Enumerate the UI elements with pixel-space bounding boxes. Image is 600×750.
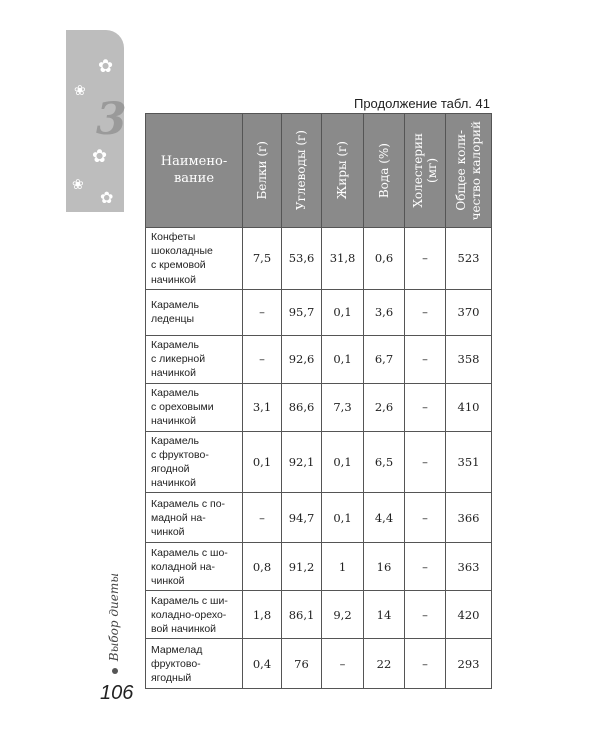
flower-ornament-icon: ✿ bbox=[100, 188, 114, 207]
fat-value: – bbox=[322, 639, 364, 689]
calories-value: 410 bbox=[446, 383, 492, 431]
carbs-value: 92,1 bbox=[282, 431, 322, 493]
calories-value: 358 bbox=[446, 335, 492, 383]
calories-value: 351 bbox=[446, 431, 492, 493]
cholesterol-value: – bbox=[405, 493, 446, 543]
water-value: 0,6 bbox=[364, 228, 405, 290]
header-name bbox=[146, 114, 243, 228]
flower-ornament-icon: ✿ bbox=[98, 56, 114, 77]
calories-value: 293 bbox=[446, 639, 492, 689]
carbs-value: 92,6 bbox=[282, 335, 322, 383]
table-row bbox=[146, 383, 492, 431]
header-water bbox=[364, 114, 405, 228]
fat-value: 0,1 bbox=[322, 335, 364, 383]
header-calories-line2: чество калорий bbox=[468, 120, 483, 221]
fat-value: 0,1 bbox=[322, 289, 364, 335]
carbs-value: 76 bbox=[282, 639, 322, 689]
protein-value: – bbox=[243, 289, 282, 335]
protein-value: 0,1 bbox=[243, 431, 282, 493]
side-caption-text: Выбор диеты bbox=[107, 572, 121, 662]
table-row bbox=[146, 591, 492, 639]
protein-value: 3,1 bbox=[243, 383, 282, 431]
table-row bbox=[146, 493, 492, 543]
water-value: 6,7 bbox=[364, 335, 405, 383]
header-protein-label: Белки (г) bbox=[254, 141, 269, 200]
fat-value: 31,8 bbox=[322, 228, 364, 290]
product-name: Мармелад фруктово- ягодный bbox=[146, 639, 243, 689]
protein-value: 7,5 bbox=[243, 228, 282, 290]
continuation-label: Продолжение табл. 41 bbox=[353, 96, 490, 111]
protein-value: 1,8 bbox=[243, 591, 282, 639]
product-name: Карамель с по- мадной на- чинкой bbox=[146, 493, 243, 543]
header-calories bbox=[446, 114, 492, 228]
side-caption bbox=[102, 572, 126, 662]
fat-value: 9,2 bbox=[322, 591, 364, 639]
product-name: Карамель с фруктово- ягодной начинкой bbox=[146, 431, 243, 493]
water-value: 16 bbox=[364, 543, 405, 591]
flower-ornament-icon: ❀ bbox=[72, 177, 84, 193]
calories-value: 366 bbox=[446, 493, 492, 543]
cholesterol-value: – bbox=[405, 431, 446, 493]
header-carbs-label: Углеводы (г) bbox=[294, 130, 309, 211]
header-calories-line1: Общее коли- bbox=[454, 130, 469, 211]
cholesterol-value: – bbox=[405, 335, 446, 383]
product-name: Конфеты шоколадные с кремовой начинкой bbox=[146, 228, 243, 290]
water-value: 14 bbox=[364, 591, 405, 639]
calories-value: 370 bbox=[446, 289, 492, 335]
cholesterol-value: – bbox=[405, 289, 446, 335]
product-name: Карамель с ореховыми начинкой bbox=[146, 383, 243, 431]
protein-value: – bbox=[243, 493, 282, 543]
table-row bbox=[146, 543, 492, 591]
water-value: 3,6 bbox=[364, 289, 405, 335]
calories-value: 420 bbox=[446, 591, 492, 639]
carbs-value: 53,6 bbox=[282, 228, 322, 290]
header-fat-label: Жиры (г) bbox=[335, 141, 350, 200]
product-name: Карамель с ши- коладно-орехо- вой начинкой bbox=[146, 591, 243, 639]
cholesterol-value: – bbox=[405, 639, 446, 689]
header-cholesterol-unit: (мг) bbox=[425, 158, 439, 183]
carbs-value: 94,7 bbox=[282, 493, 322, 543]
header-carbs bbox=[282, 114, 322, 228]
table-row bbox=[146, 228, 492, 290]
table-row bbox=[146, 289, 492, 335]
protein-value: – bbox=[243, 335, 282, 383]
cholesterol-value: – bbox=[405, 543, 446, 591]
water-value: 6,5 bbox=[364, 431, 405, 493]
product-name: Карамель с шо- коладной на- чинкой bbox=[146, 543, 243, 591]
header-cholesterol-label: Холестерин bbox=[410, 133, 425, 208]
chapter-number: 3 bbox=[96, 94, 127, 145]
carbs-value: 86,1 bbox=[282, 591, 322, 639]
product-name: Карамель с ликерной начинкой bbox=[146, 335, 243, 383]
carbs-value: 95,7 bbox=[282, 289, 322, 335]
water-value: 2,6 bbox=[364, 383, 405, 431]
water-value: 4,4 bbox=[364, 493, 405, 543]
water-value: 22 bbox=[364, 639, 405, 689]
protein-value: 0,8 bbox=[243, 543, 282, 591]
fat-value: 1 bbox=[322, 543, 364, 591]
cholesterol-value: – bbox=[405, 228, 446, 290]
table-row bbox=[146, 335, 492, 383]
cholesterol-value: – bbox=[405, 591, 446, 639]
cholesterol-value: – bbox=[405, 383, 446, 431]
carbs-value: 91,2 bbox=[282, 543, 322, 591]
header-water-label: Вода (%) bbox=[376, 142, 391, 199]
page-number: 106 bbox=[100, 682, 134, 704]
fat-value: 7,3 bbox=[322, 383, 364, 431]
flower-ornament-icon: ❀ bbox=[74, 83, 86, 99]
table-header-row bbox=[146, 114, 492, 228]
calories-value: 363 bbox=[446, 543, 492, 591]
header-fat bbox=[322, 114, 364, 228]
flower-ornament-icon: ✿ bbox=[92, 146, 108, 167]
header-name-label: Наимено- вание bbox=[160, 154, 228, 186]
table-row bbox=[146, 639, 492, 689]
fat-value: 0,1 bbox=[322, 431, 364, 493]
header-cholesterol bbox=[405, 114, 446, 228]
carbs-value: 86,6 bbox=[282, 383, 322, 431]
product-name: Карамель леденцы bbox=[146, 289, 243, 335]
header-protein bbox=[243, 114, 282, 228]
fat-value: 0,1 bbox=[322, 493, 364, 543]
protein-value: 0,4 bbox=[243, 639, 282, 689]
bullet-dot-icon bbox=[112, 668, 118, 674]
calories-value: 523 bbox=[446, 228, 492, 290]
nutrition-table bbox=[145, 113, 492, 689]
table-row bbox=[146, 431, 492, 493]
